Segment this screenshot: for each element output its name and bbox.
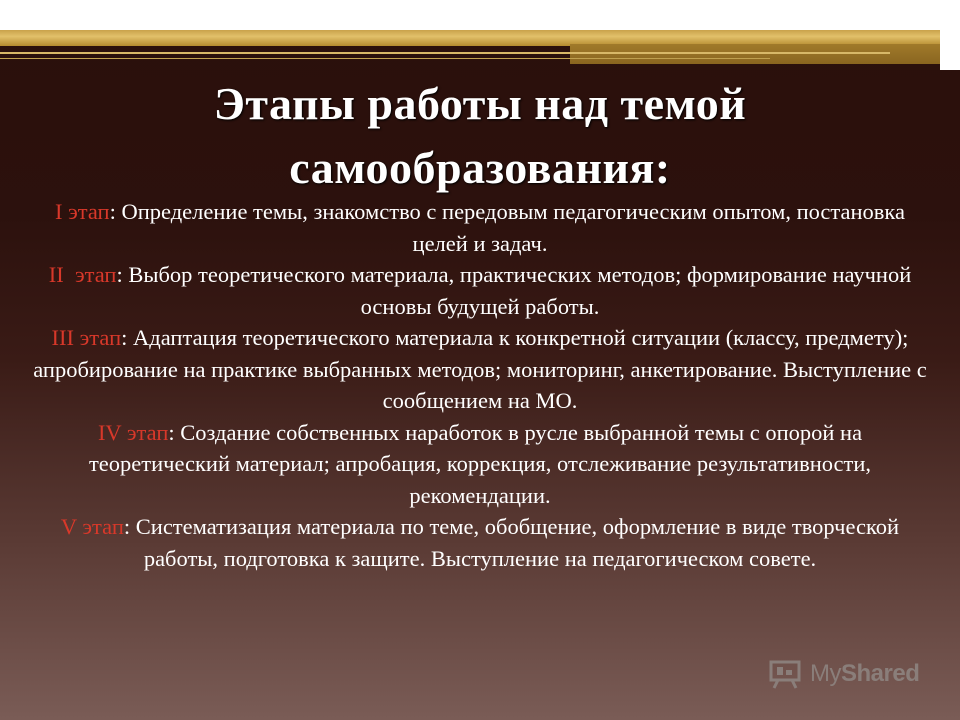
stages-list [30, 196, 930, 574]
watermark-text-light: My [810, 660, 841, 687]
decorative-line [0, 52, 890, 54]
watermark-text [810, 660, 919, 688]
slide-title [60, 72, 900, 200]
stage-label: V этап [60, 514, 124, 539]
stage-3 [30, 322, 930, 417]
gold-stripe [570, 44, 960, 64]
presentation-board-icon [768, 658, 804, 690]
stage-text: : Систематизация материала по теме, обобщение, оформление в виде творческой работы, подготовка к защите. Выступление на педагогическом совете. [123, 514, 900, 571]
myshared-watermark [768, 656, 919, 692]
stage-label: I этап [54, 199, 110, 224]
stage-2 [30, 259, 930, 322]
stage-label: IV этап [97, 419, 169, 445]
top-band [0, 0, 960, 34]
title-line-1: Этапы работы над темой [213, 78, 747, 129]
stage-5 [30, 511, 930, 574]
decorative-line-secondary [0, 58, 770, 59]
right-edge [940, 0, 960, 70]
stage-text: : Адаптация теоретического материала к конкретной ситуации (классу, предмету); апробирование на практике выбранных методов; мониторинг, анкетирование. Выступление с сообщением на МО. [33, 325, 927, 413]
stage-label: II этап [48, 262, 117, 287]
title-line-2: самообразования: [289, 142, 671, 193]
stage-1 [30, 196, 930, 259]
stage-text: : Определение темы, знакомство с передовым педагогическим опытом, постановка целей и задач. [109, 199, 906, 256]
stage-text: : Выбор теоретического материала, практических методов; формирование научной основы будущей работы. [116, 262, 912, 319]
stage-4 [30, 417, 930, 512]
watermark-text-bold: Shared [841, 660, 920, 687]
stage-text: : Создание собственных наработок в русле выбранной темы с опорой на теоретический материал; апробация, коррекция, отслеживание результативности, рекомендации. [88, 419, 872, 508]
stage-label: III этап [51, 325, 122, 350]
